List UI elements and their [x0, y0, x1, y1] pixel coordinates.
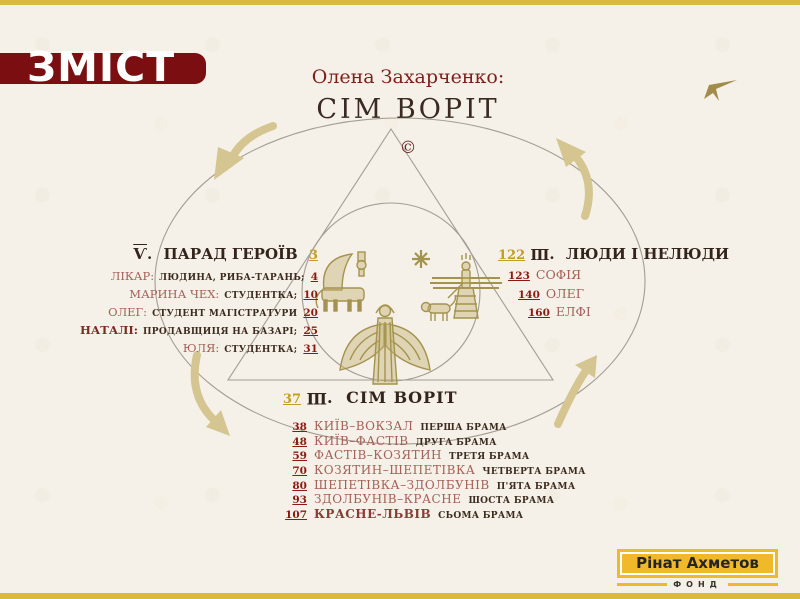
page-link[interactable]: 4: [310, 270, 318, 283]
logo-dash-left: [617, 583, 667, 586]
section-gates: [283, 388, 593, 522]
toc-row[interactable]: 107 КРАСНЕ-ЛЬВІВ СЬОМА БРАМА: [283, 507, 593, 522]
section-title: СІМ ВОРІТ: [346, 388, 458, 407]
page-link[interactable]: 48: [292, 435, 307, 448]
ishtar-figure: [412, 250, 502, 321]
page-link[interactable]: 93: [292, 494, 307, 507]
toc-row[interactable]: 80 ШЕПЕТІВКА–ЗДОЛБУНІВ П'ЯТА БРАМА: [283, 478, 593, 493]
toc-row[interactable]: 48 КИЇВ–ФАСТІВ ДРУГА БРАМА: [283, 434, 593, 449]
section-people: [498, 244, 728, 322]
page-link[interactable]: 140: [518, 288, 540, 301]
page-link[interactable]: 123: [508, 270, 530, 282]
author-line: Олена Захарченко:: [311, 66, 505, 88]
toc-row[interactable]: ОЛЕГ: СТУДЕНТ МАГІСТРАТУРИ 20: [108, 304, 318, 319]
toc-row[interactable]: 70 КОЗЯТИН–ШЕПЕТІВКА ЧЕТВЕРТА БРАМА: [283, 463, 593, 478]
page-link[interactable]: 70: [292, 465, 307, 478]
logo-dash-right: [728, 583, 778, 586]
contents-heading: ЗМІСТ: [27, 43, 176, 91]
contents-banner: [0, 43, 206, 91]
section-people-header: 122 Ш. ЛЮДИ І НЕЛЮДИ: [498, 245, 730, 263]
page-link[interactable]: 25: [303, 325, 318, 338]
page-link[interactable]: 38: [292, 421, 307, 433]
chapter-numeral-glyph: Ѵ: [133, 245, 147, 263]
gates-list: [283, 419, 593, 522]
section-gates-header: 37 Ш. СІМ ВОРІТ: [283, 388, 458, 408]
toc-row[interactable]: 93 ЗДОЛБУНІВ–КРАСНЕ ШОСТА БРАМА: [283, 492, 593, 507]
page-link[interactable]: 37: [283, 392, 302, 407]
toc-row[interactable]: ЛІКАР: ЛЮДИНА, РИБА-ТАРАНЬ; 4: [110, 268, 318, 283]
lamassu-figure: [316, 252, 366, 311]
page-link[interactable]: 10: [303, 288, 318, 301]
page-link[interactable]: 107: [285, 509, 307, 522]
eight-point-star-icon: [412, 250, 430, 268]
nav-back-arrow-icon[interactable]: [704, 80, 737, 101]
page-link[interactable]: 31: [303, 343, 318, 356]
copyright-symbol: ©: [399, 138, 417, 158]
toc-row[interactable]: 38 КИЇВ–ВОКЗАЛ ПЕРША БРАМА: [283, 419, 593, 434]
toc-row[interactable]: 140 ОЛЕГ: [518, 285, 585, 301]
foundation-subtitle-row: [617, 580, 778, 589]
foundation-logo-frame: [620, 552, 775, 575]
toc-row[interactable]: НАТАЛІ: ПРОДАВЩИЦЯ НА БАЗАРІ; 25: [80, 323, 318, 338]
toc-row[interactable]: 123 СОФІЯ: [508, 267, 582, 282]
page-link[interactable]: 160: [528, 307, 550, 320]
section-heroes: [56, 244, 318, 357]
foundation-logo[interactable]: [617, 549, 778, 589]
toc-row[interactable]: 59 ФАСТІВ–КОЗЯТИН ТРЕТЯ БРАМА: [283, 448, 593, 463]
section-title: ЛЮДИ І НЕЛЮДИ: [565, 245, 730, 263]
chapter-numeral-glyph: Ш: [530, 245, 550, 263]
foundation-name: Рінат Ахметов: [636, 554, 759, 572]
foundation-subtitle: ФОНД: [673, 580, 722, 589]
section-title: ПАРАД ГЕРОЇВ: [163, 245, 298, 263]
page-link[interactable]: 122: [498, 248, 526, 263]
toc-row[interactable]: 160 ЕЛФІ: [528, 304, 591, 320]
toc-row[interactable]: МАРИНА ЧЕХ: СТУДЕНТКА; 10: [129, 286, 318, 301]
page-link[interactable]: 80: [292, 479, 307, 492]
toc-row[interactable]: ЮЛЯ: СТУДЕНТКА; 31: [182, 341, 318, 356]
foundation-logo-box: [617, 549, 778, 578]
chapter-numeral-glyph: Ш: [306, 389, 327, 408]
book-title: СІМ ВОРІТ: [316, 94, 500, 125]
title-block: [208, 0, 608, 158]
page-link[interactable]: 20: [303, 306, 318, 319]
page-link[interactable]: 59: [292, 450, 307, 463]
section-heroes-header: Ѵ. ПАРАД ГЕРОЇВ 3: [133, 245, 318, 263]
page-link[interactable]: 3: [308, 248, 318, 263]
